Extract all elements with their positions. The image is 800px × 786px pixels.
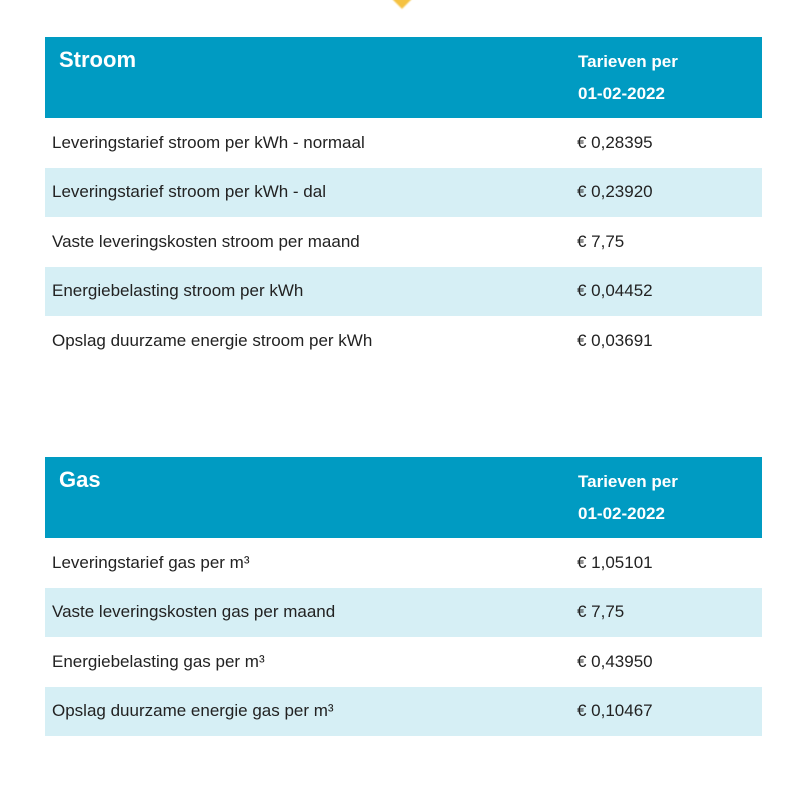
row-label: Vaste leveringskosten stroom per maand [52, 231, 360, 251]
table-row [45, 588, 762, 638]
date-header-line1: Tarieven per [578, 472, 678, 491]
row-value: € 0,28395 [577, 132, 653, 152]
row-label: Opslag duurzame energie gas per m³ [52, 701, 334, 721]
row-value: € 0,43950 [577, 651, 653, 671]
table-row [45, 687, 762, 737]
row-label: Leveringstarief stroom per kWh - normaal [52, 132, 365, 152]
row-label: Energiebelasting gas per m³ [52, 651, 265, 671]
row-value: € 0,10467 [577, 701, 653, 721]
row-value: € 0,03691 [577, 330, 653, 350]
table-row [45, 168, 762, 218]
row-value: € 1,05101 [577, 552, 653, 572]
gas-tariff-table [45, 457, 762, 736]
table-row [45, 267, 762, 317]
date-header-line2: 01-02-2022 [578, 504, 665, 523]
row-label: Leveringstarief gas per m³ [52, 552, 250, 572]
row-value: € 0,23920 [577, 182, 653, 202]
table-row [45, 118, 762, 168]
row-value: € 7,75 [577, 231, 625, 251]
row-label: Energiebelasting stroom per kWh [52, 281, 304, 301]
gas-title: Gas [59, 467, 101, 492]
gas-date-header [564, 457, 762, 538]
row-label: Opslag duurzame energie stroom per kWh [52, 330, 373, 350]
stroom-table-header [45, 37, 762, 118]
stroom-title: Stroom [59, 47, 136, 72]
row-value: € 7,75 [577, 602, 625, 622]
stroom-tariff-table [45, 37, 762, 366]
gas-table-header [45, 457, 762, 538]
table-row [45, 217, 762, 267]
stroom-date-header [564, 37, 762, 118]
table-row [45, 538, 762, 588]
row-value: € 0,04452 [577, 281, 653, 301]
table-row [45, 316, 762, 366]
date-header-line1: Tarieven per [578, 52, 678, 71]
row-label: Leveringstarief stroom per kWh - dal [52, 182, 326, 202]
table-row [45, 637, 762, 687]
row-label: Vaste leveringskosten gas per maand [52, 602, 336, 622]
date-header-line2: 01-02-2022 [578, 84, 665, 103]
decorative-diamond-icon [392, 0, 412, 9]
